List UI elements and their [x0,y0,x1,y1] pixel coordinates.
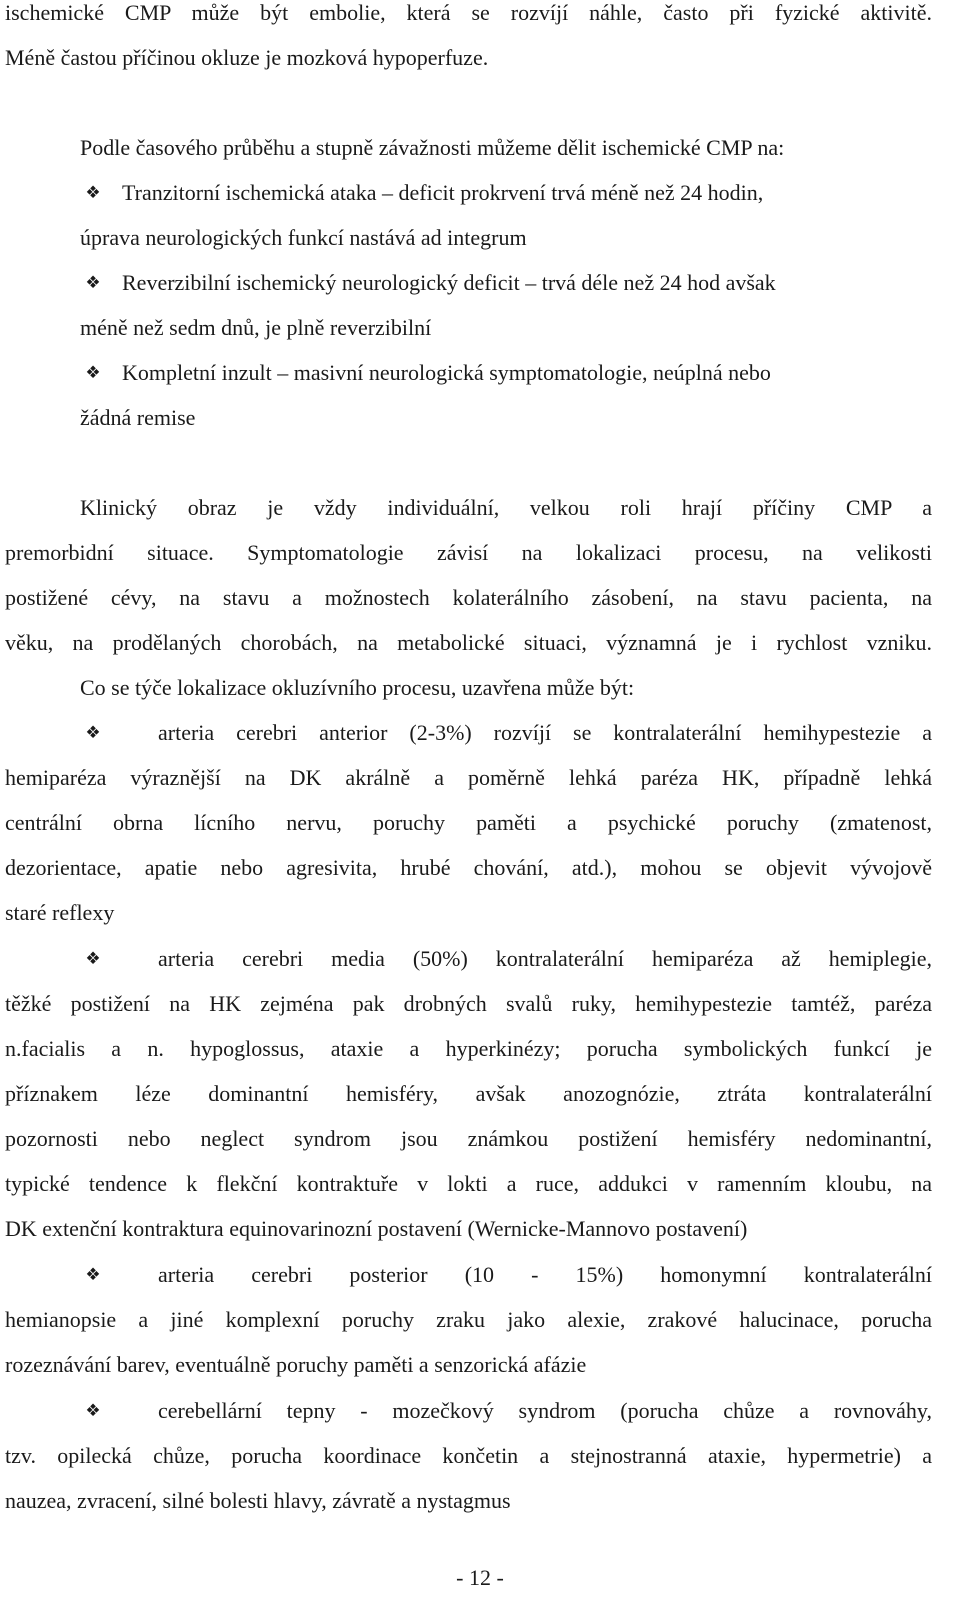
text-line: dezorientace, apatie nebo agresivita, hrubé chování, atd.), mohou se objevit vývojově [5,855,932,880]
bullet-text: Kompletní inzult – masivní neurologická symptomatologie, neúplná nebo [122,360,771,385]
text-line: pozornosti nebo neglect syndrom jsou známkou postižení hemisféry nedominantní, [5,1126,932,1151]
text-line: staré reflexy [5,900,115,925]
text-line: Co se týče lokalizace okluzívního procesu, uzavřena může být: [80,675,635,700]
bullet-text: arteria cerebri posterior (10 - 15%) homonymní kontralaterální [158,1262,932,1287]
bullet-text: arteria cerebri anterior (2-3%) rozvíjí se kontralaterální hemihypestezie a [158,720,932,745]
diamond-bullet-icon: ❖ [85,1401,101,1420]
text-line: nauzea, zvracení, silné bolesti hlavy, závratě a nystagmus [5,1488,511,1513]
text-line: příznakem léze dominantní hemisféry, avšak anozognózie, ztráta kontralaterální [5,1081,932,1106]
text-line: méně než sedm dnů, je plně reverzibilní [80,315,432,340]
diamond-bullet-icon: ❖ [85,723,101,742]
bullet-text: cerebellární tepny - mozečkový syndrom (porucha chůze a rovnováhy, [158,1398,932,1423]
text-line: rozeznávání barev, eventuálně poruchy paměti a senzorická afázie [5,1352,587,1377]
text-line: úprava neurologických funkcí nastává ad integrum [80,225,527,250]
text-line: premorbidní situace. Symptomatologie závisí na lokalizaci procesu, na velikosti [5,540,932,565]
bullet-text: Reverzibilní ischemický neurologický deficit – trvá déle než 24 hod avšak [122,270,776,295]
bullet-text: arteria cerebri media (50%) kontralaterální hemiparéza až hemiplegie, [158,946,932,971]
diamond-bullet-icon: ❖ [85,183,101,202]
text-line: Podle časového průběhu a stupně závažnosti můžeme dělit ischemické CMP na: [80,135,785,160]
page-number: - 12 - [456,1565,504,1590]
text-line: Klinický obraz je vždy individuální, velkou roli hrají příčiny CMP a [80,495,932,520]
text-line: hemianopsie a jiné komplexní poruchy zraku jako alexie, zrakové halucinace, porucha [5,1307,932,1332]
bullet-text: Tranzitorní ischemická ataka – deficit prokrvení trvá méně než 24 hodin, [122,180,764,205]
text-line: Méně častou příčinou okluze je mozková hypoperfuze. [5,45,489,70]
diamond-bullet-icon: ❖ [85,1265,101,1284]
text-line: těžké postižení na HK zejména pak drobných svalů ruky, hemihypestezie tamtéž, paréza [5,991,932,1016]
text-line: postižené cévy, na stavu a možnostech kolaterálního zásobení, na stavu pacienta, na [5,585,932,610]
text-line: hemiparéza výraznější na DK akrálně a poměrně lehká paréza HK, případně lehká [5,765,932,790]
text-line: DK extenční kontraktura equinovarinozní postavení (Wernicke-Mannovo postavení) [5,1216,748,1241]
text-line: věku, na prodělaných chorobách, na metabolické situaci, významná je i rychlost vzniku. [5,630,932,655]
text-line: typické tendence k flekční kontraktuře v lokti a ruce, addukci v ramenním kloubu, na [5,1171,932,1196]
diamond-bullet-icon: ❖ [85,273,101,292]
text-line: ischemické CMP může být embolie, která se rozvíjí náhle, často při fyzické aktivitě. [5,0,932,25]
text-line: centrální obrna lícního nervu, poruchy paměti a psychické poruchy (zmatenost, [5,810,932,835]
diamond-bullet-icon: ❖ [85,949,101,968]
text-line: n.facialis a n. hypoglossus, ataxie a hyperkinézy; porucha symbolických funkcí je [5,1036,932,1061]
diamond-bullet-icon: ❖ [85,363,101,382]
text-line: tzv. opilecká chůze, porucha koordinace končetin a stejnostranná ataxie, hypermetrie) a [5,1443,932,1468]
text-line: žádná remise [80,405,196,430]
